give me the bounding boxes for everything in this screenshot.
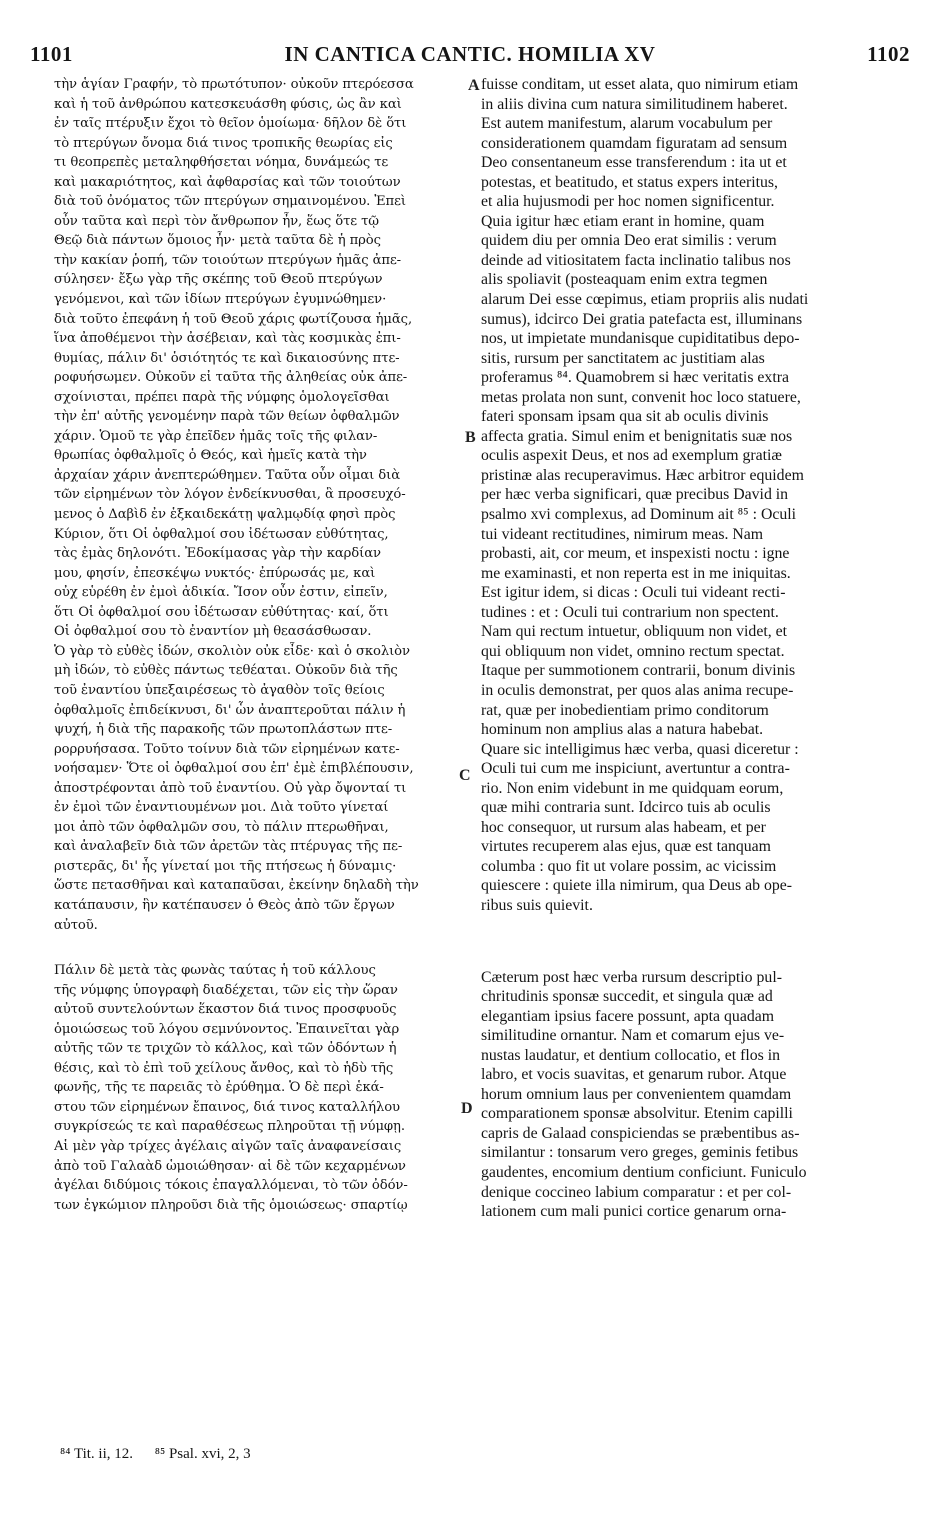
text-line: comparationem sponsæ absolvitur. Etenim capilli bbox=[481, 1105, 793, 1123]
text-line: capris de Galaad conspiciendas se præbentibus as- bbox=[481, 1124, 800, 1142]
text-line: μου, φησίν, ἐπεσκέψω νυκτός· ἐπύρωσάς με, καὶ bbox=[54, 565, 376, 581]
text-line: pristinæ alas recuperavimus. Hæc arbitror equidem bbox=[481, 466, 804, 484]
text-line: labro, et vocis suavitas, et genarum rubor. Atque bbox=[481, 1066, 787, 1084]
text-line: ὀφθαλμοῖς ἐπιδείκνυσι, δι' ὧν ἀναπτεροῦται πάλιν ἡ bbox=[54, 702, 406, 718]
text-line: τὴν κακίαν ῥοπή, τῶν τοιούτων πτερύγων ἡμᾶς ἀπε- bbox=[54, 252, 402, 268]
text-line: ὥστε πετασθῆναι καὶ καταπαῦσαι, ἐκείνην δηλαδὴ τὴν bbox=[54, 878, 419, 894]
text-line: οὖν ταῦτα καὶ περὶ τὸν ἄνθρωπον ἦν, ἕως ὅτε τῷ bbox=[54, 213, 379, 229]
text-line: τὴν ἐπ' αὐτῆς γενομένην παρὰ τῶν θείων ὀφθαλμῶν bbox=[54, 409, 400, 425]
text-line: ριστερᾶς, δι' ἧς γίνεταί μοι τῆς πτήσεως ἡ δύναμις· bbox=[54, 858, 397, 874]
text-line: similantur : tonsarum vero greges, geminis fetibus bbox=[481, 1144, 799, 1162]
text-line: fuisse conditam, ut esset alata, quo nimirum etiam bbox=[481, 76, 799, 93]
text-line: gaudentes, encomium dentium conficiunt. Funiculo bbox=[481, 1163, 807, 1181]
text-line: διὰ τοῦ ὀνόματος τῶν πτερύγων σημαινομένου. Ἐπεὶ bbox=[54, 194, 406, 210]
text-line: ρορρυήσασα. Τοῦτο τοίνυν διὰ τῶν εἰρημένων κατε- bbox=[54, 741, 400, 757]
text-line: θυμίας, πάλιν δι' ὁσιότητός τε καὶ δικαιοσύνης πτε- bbox=[54, 350, 400, 366]
text-line: ἐν ταῖς πτέρυξιν ἔχοι τὸ θεῖον ὁμοίωμα· δῆλον δὲ ὅτι bbox=[54, 116, 407, 132]
text-line: Deo consentaneum esse transferendum : ita ut et bbox=[481, 154, 787, 172]
text-line: αὐτῆς τῶν τε τριχῶν τὸ κάλλος, καὶ τῶν ὀδόντων ἡ bbox=[54, 1041, 397, 1057]
text-line: quæ mihi contraria sunt. Idcirco tuis ab oculis bbox=[481, 799, 771, 817]
text-line: τοῦ ἐναντίου ὑπεξαιρέσεως τὸ ἀγαθὸν τοῖς θείοις bbox=[54, 682, 385, 698]
page-number-right: 1102 bbox=[867, 42, 910, 66]
text-line: potestas, et beatitudo, et status expers interitus, bbox=[481, 173, 779, 191]
text-line: hoc consequor, ut rursum alas habeam, et per bbox=[481, 818, 766, 836]
text-line: in oculis demonstrat, per quos alas anima recupe- bbox=[481, 681, 794, 699]
text-line: τι θεοπρεπὲς μεταληφθήσεται νόημα, δυνάμεώς τε bbox=[54, 155, 389, 171]
text-line: sumus), idcirco Dei gratia patefacta est, illuminans bbox=[481, 310, 803, 328]
text-line: proferamus ⁸⁴. Quamobrem si hæc veritatis extra bbox=[481, 369, 789, 387]
text-line: tui videant rectitudines, nimirum meas. Nam bbox=[481, 525, 764, 543]
margin-letter-d: D bbox=[461, 1100, 473, 1117]
text-line: quiescere : quiete illa nimirum, qua Deus ab ope- bbox=[481, 877, 793, 895]
text-line: rat, quæ per inobedientiam primo conditorum bbox=[481, 701, 769, 719]
text-line: Quia igitur hæc etiam erant in homine, quam bbox=[481, 212, 765, 230]
page-number-left: 1101 bbox=[30, 42, 73, 66]
latin-column bbox=[481, 75, 889, 1222]
running-title: IN CANTICA CANTIC. HOMILIA XV bbox=[284, 42, 656, 66]
text-line: θέσις, καὶ τὸ ἐπὶ τοῦ χείλους ἄνθος, καὶ τὸ ἡδὺ τῆς bbox=[54, 1060, 394, 1076]
text-line: γενόμενοι, καὶ τῶν ἰδίων πτερύγων ἐγυμνώθημεν· bbox=[54, 292, 387, 308]
text-line: ψυχή, ἡ διὰ τῆς παρακοῆς τῶν πρωτοπλάστων πτε- bbox=[54, 722, 393, 738]
text-line: in aliis divina cum natura similitudinem haberet. bbox=[481, 95, 788, 113]
text-line: ἵνα ἀποθέμενοι τὴν ἀσέβειαν, καὶ τὰς κοσμικὰς ἐπι- bbox=[54, 331, 401, 347]
text-line: metas prolata non sunt, convenit hoc loco statuere, bbox=[481, 388, 801, 406]
text-line: psalmo xvi complexus, ad Dominum ait ⁸⁵ : Oculi bbox=[481, 506, 797, 524]
text-line: hominum non amplius alas a natura habebat. bbox=[481, 721, 764, 739]
text-line: deinde ad vitiositatem facta inclinatio talibus nos bbox=[481, 251, 791, 269]
text-line: quidem diu per omnia Deo erat similis : verum bbox=[481, 232, 777, 250]
margin-letter-c: C bbox=[459, 767, 471, 784]
text-line: τῶν εἰρημένων τὸν λόγον ἐνδείκνυσθαι, ἃ προσευχό- bbox=[54, 487, 406, 503]
text-line: virtutes recuperem alas ejus, quæ est tanquam bbox=[481, 838, 771, 856]
margin-letter-b: B bbox=[465, 429, 476, 446]
text-line: Πάλιν δὲ μετὰ τὰς φωνὰς ταύτας ἡ τοῦ κάλλους bbox=[54, 963, 376, 979]
text-line: oculis aspexit Deus, et nos ad exemplum gratiæ bbox=[481, 447, 782, 465]
text-line: αὐτοῦ συντελούντων ἕκαστον διά τινος προσφυοῦς bbox=[54, 1002, 397, 1018]
text-line: θρωπίας ὀφθαλμοῖς ὁ Θεός, καὶ ἡμεῖς κατὰ τὴν bbox=[54, 448, 367, 464]
text-line: σύλησεν· ἔξω γὰρ τῆς σκέπης τοῦ Θεοῦ πτερύγων bbox=[54, 272, 383, 288]
text-line: τῆς νύμφης ὑπογραφὴ διαδέχεται, τῶν εἰς τὴν ὥραν bbox=[54, 982, 398, 998]
greek-column bbox=[54, 75, 464, 1215]
text-line: στου τῶν εἰρημένων ἔπαινος, διά τινος καταλλήλου bbox=[54, 1099, 400, 1115]
text-line: similitudine ornantur. Nam et comarum ejus ve- bbox=[481, 1027, 785, 1045]
text-line: αὐτοῦ. bbox=[54, 917, 98, 933]
text-line: et alia hujusmodi per hoc nomen significentur. bbox=[481, 193, 775, 211]
text-line: considerationem quamdam figuratam ad sensum bbox=[481, 134, 788, 152]
text-line: probasti, ait, cor meum, et inspexisti noctu : igne bbox=[481, 545, 790, 563]
text-line: νοήσαμεν· Ὅτε οἱ ὀφθαλμοί σου ἐπ' ἐμὲ ἐπιβλέπουσιν, bbox=[54, 761, 414, 777]
text-line: columba : quo fit ut volare possim, ac vicissim bbox=[481, 857, 777, 875]
text-line: Αἱ μὲν γὰρ τρίχες ἀγέλαις αἰγῶν ταῖς ἀναφανείσαις bbox=[54, 1138, 402, 1154]
text-line: μενος ὁ Δαβὶδ ἐν ἑξκαιδεκάτῃ ψαλμῳδίᾳ φησὶ πρὸς bbox=[54, 507, 396, 523]
text-line: per hæc verba significari, quæ precibus David in bbox=[481, 486, 789, 504]
text-line: σχοίνισται, πρέπει παρὰ τῆς νύμφης ὁμολογεῖσθαι bbox=[54, 389, 390, 405]
paragraph-gap bbox=[481, 942, 889, 968]
footnote: ⁸⁵ Psal. xvi, 2, 3 bbox=[154, 1446, 251, 1462]
text-line: Κύριον, ὅτι Οἱ ὀφθαλμοί σου ἰδέτωσαν εὐθύτητας, bbox=[54, 526, 389, 542]
text-line: Est igitur idem, si dicas : Oculi tui videant recti- bbox=[481, 584, 786, 602]
text-line: χάριν. Ὁμοῦ τε γὰρ ἐπεῖδεν ἡμᾶς τοῖς τῆς φιλαν- bbox=[54, 428, 378, 444]
text-line: καὶ μακαριότητος, καὶ ἀφθαρσίας καὶ τῶν τοιούτων bbox=[54, 174, 401, 190]
text-line: Cæterum post hæc verba rursum descriptio pul- bbox=[481, 968, 782, 986]
text-line: Oculi tui cum me inspiciunt, avertuntur a contra- bbox=[481, 760, 790, 778]
text-line: τὰς ἐμὰς δηλονότι. Ἐδοκίμασας γὰρ τὴν καρδίαν bbox=[54, 546, 381, 562]
text-line: ἀποστρέφονται ἀπὸ τοῦ ἐναντίου. Οὐ γὰρ ὄψονταί τι bbox=[54, 780, 407, 796]
page-header bbox=[30, 42, 910, 68]
text-line: alis spoliavit (posteaquam enim extra tegmen bbox=[481, 271, 768, 289]
text-line: οὐχ εὑρέθη ἐν ἐμοὶ ἀδικία. Ἴσον οὖν ἐστιν, εἰπεῖν, bbox=[54, 585, 388, 601]
footnotes bbox=[60, 1446, 269, 1463]
text-line: συγκρίσεώς τε καὶ παραθέσεως πληροῦται τῇ νύμφῃ. bbox=[54, 1119, 405, 1135]
text-line: Θεῷ διὰ πάντων ὅμοιος ἦν· μετὰ ταῦτα δὲ ἡ πρὸς bbox=[54, 233, 381, 249]
text-line: ribus suis quievit. bbox=[481, 896, 593, 914]
text-line: τὸ πτερύγων ὄνομα διά τινος τροπικῆς θεωρίας εἰς bbox=[54, 135, 393, 151]
footnote: ⁸⁴ Tit. ii, 12. bbox=[60, 1446, 133, 1462]
text-line: ἐν ἐμοὶ τῶν ἐναντιουμένων μοι. Διὰ τοῦτο γίνεταί bbox=[54, 800, 389, 816]
text-line: chritudinis sponsæ succedit, et singula quæ ad bbox=[481, 988, 773, 1006]
text-line: nustas laudatur, et dentium collocatio, et flos in bbox=[481, 1046, 780, 1064]
text-line: φωνῆς, τῆς τε παρειᾶς τὸ ἐρύθημα. Ὁ δὲ περὶ ἑκά- bbox=[54, 1080, 384, 1096]
text-line: elegantiam ipsius facere possunt, apta quadam bbox=[481, 1007, 775, 1025]
text-line: fateri sponsam ipsam qua sit ab oculis divinis bbox=[481, 408, 769, 426]
text-line: denique coccineo labium comparatur : et per col- bbox=[481, 1183, 792, 1201]
text-line: ὁμοιώσεως τοῦ λόγου σεμνύνοντος. Ἐπαινεῖται γὰρ bbox=[54, 1021, 400, 1037]
text-line: Nam qui rectum intuetur, obliquum non videt, et bbox=[481, 623, 788, 641]
text-line: διὰ τοῦτο ἐπεφάνη ἡ τοῦ Θεοῦ χάρις φωτίζουσα ἡμᾶς, bbox=[54, 311, 413, 327]
paragraph-gap bbox=[54, 935, 464, 961]
text-line: ροφυήσωμεν. Οὐκοῦν εἰ ταῦτα τῆς ἀληθείας οὐκ ἀπε- bbox=[54, 370, 408, 386]
text-line: μοι ἀπὸ τῶν ὀφθαλμῶν σου, τὸ πάλιν πτερωθῆναι, bbox=[54, 819, 389, 835]
margin-letter-a: A bbox=[468, 77, 480, 94]
text-line: lationem cum mali punici cortice genarum orna- bbox=[481, 1203, 787, 1221]
text-line: ἀρχαίαν χάριν ἀνεπτερώθημεν. Ταῦτα οὖν οἶμαι διὰ bbox=[54, 467, 401, 483]
text-line: tudines : et : Oculi tui contrarium non spectent. bbox=[481, 603, 779, 621]
text-line: qui obliquum non videt, omnino rectum spectat. bbox=[481, 642, 785, 660]
text-line: των ἐγκώμιον πληροῦσι διὰ τῆς ὁμοιώσεως· σπαρτίῳ bbox=[54, 1197, 408, 1213]
text-line: me examinasti, et non reperta est in me iniquitas. bbox=[481, 564, 791, 582]
text-line: rio. Non enim videbunt in me quidquam eorum, bbox=[481, 779, 784, 797]
text-line: Ὁ γὰρ τὸ εὐθὲς ἰδών, σκολιὸν οὐκ εἶδε· καὶ ὁ σκολιὸν bbox=[54, 643, 410, 659]
text-line: τὴν ἁγίαν Γραφήν, τὸ πρωτότυπον· οὐκοῦν πτερόεσσα bbox=[54, 77, 414, 92]
text-line: καὶ ἀναλαβεῖν διὰ τῶν ἀρετῶν τὰς πτέρυγας τῆς πε- bbox=[54, 839, 403, 855]
text-line: ὅτι Οἱ ὀφθαλμοί σου ἰδέτωσαν εὐθύτητας· καί, ὅτι bbox=[54, 604, 389, 620]
text-line: ἀπὸ τοῦ Γαλαὰδ ὡμοιώθησαν· αἱ δὲ τῶν κεχαρμένων bbox=[54, 1158, 406, 1174]
text-line: Οἱ ὀφθαλμοί σου τὸ ἐναντίον μὴ θεασάσθωσαν. bbox=[54, 624, 372, 640]
text-line: ἀγέλαι διδύμοις τόκοις ἐπαγαλλόμεναι, τὸ τῶν ὀδόν- bbox=[54, 1178, 408, 1194]
text-line: Itaque per summotionem contrarii, bonum divinis bbox=[481, 662, 796, 680]
text-line: sitis, rursum per sanctitatem ac justitiam alas bbox=[481, 349, 765, 367]
text-line: nos, ut impietate mundanisque cupiditatibus depo- bbox=[481, 330, 800, 348]
text-line: μὴ ἰδών, τὸ εὐθὲς πάντως τεθέαται. Οὐκοῦν διὰ τῆς bbox=[54, 663, 398, 679]
text-line: κατάπαυσιν, ἣν κατέπαυσεν ὁ Θεὸς ἀπὸ τῶν ἔργων bbox=[54, 897, 395, 913]
text-line: alarum Dei esse cœpimus, etiam propriis alis nudati bbox=[481, 291, 809, 309]
text-line: affecta gratia. Simul enim et benignitatis suæ nos bbox=[481, 427, 793, 445]
text-line: Est autem manifestum, alarum vocabulum per bbox=[481, 115, 773, 133]
text-line: καὶ ἡ τοῦ ἀνθρώπου κατεσκευάσθη φύσις, ὡς ἂν καὶ bbox=[54, 96, 402, 112]
text-line: horum omnium laus per convenientem quamdam bbox=[481, 1085, 792, 1103]
text-line: Quare sic intelligimus hæc verba, quasi diceretur : bbox=[481, 740, 799, 758]
paragraph-gap bbox=[481, 916, 889, 942]
